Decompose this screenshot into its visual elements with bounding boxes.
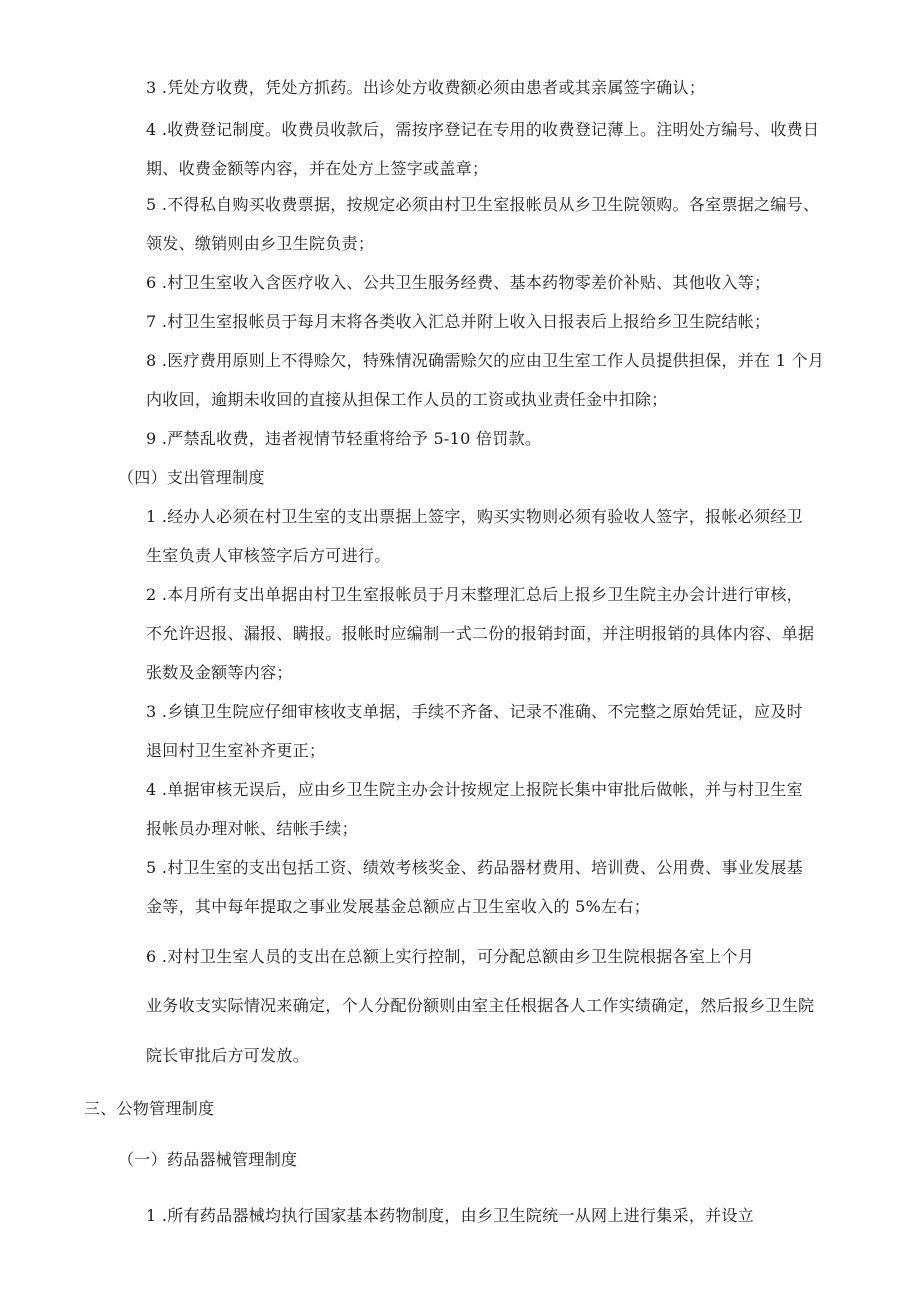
expenditure-item-5-line-1: 5 .村卫生室的支出包括工资、绩效考核奖金、药品器材费用、培训费、公用费、事业发展基 [146,858,803,877]
revenue-item-4-line-2: 期、收费金额等内容，并在处方上签字或盖章； [146,159,489,178]
revenue-item-9: 9 .严禁乱收费，违者视情节轻重将给予 5-10 倍罚款。 [146,429,542,448]
expenditure-item-6-line-1: 6 .对村卫生室人员的支出在总额上实行控制，可分配总额由乡卫生院根据各室上个月 [146,947,755,966]
expenditure-item-1-line-1: 1 .经办人必须在村卫生室的支出票据上签字，购买实物则必须有验收人签字，报帐必须经卫 [146,507,803,526]
revenue-item-5-line-2: 领发、缴销则由乡卫生院负责； [146,234,375,253]
revenue-item-8-line-2: 内收回，逾期未收回的直接从担保工作人员的工资或执业责任金中扣除； [146,390,668,409]
revenue-item-7: 7 .村卫生室报帐员于每月末将各类收入汇总并附上收入日报表后上报给乡卫生院结帐； [146,312,771,331]
expenditure-item-5-line-2: 金等，其中每年提取之事业发展基金总额应占卫生室收入的 5%左右； [146,897,651,916]
expenditure-item-2-line-2: 不允许迟报、漏报、瞒报。报帐时应编制一式二份的报销封面，并注明报销的具体内容、单据 [146,624,815,643]
revenue-item-5-line-1: 5 .不得私自购买收费票据，按规定必须由村卫生室报帐员从乡卫生院领购。各室票据之编号、 [146,195,820,214]
expenditure-item-2-line-1: 2 .本月所有支出单据由村卫生室报帐员于月末整理汇总后上报乡卫生院主办会计进行审核， [146,585,803,604]
expenditure-item-3-line-1: 3 .乡镇卫生院应仔细审核收支单据，手续不齐备、记录不准确、不完整之原始凭证，应及时 [146,702,803,721]
revenue-item-8-line-1: 8 .医疗费用原则上不得赊欠，特殊情况确需赊欠的应由卫生室工作人员提供担保，并在 1 个月 [146,351,825,370]
drug-equipment-item-1-line-1: 1 .所有药品器械均执行国家基本药物制度，由乡卫生院统一从网上进行集采，并设立 [146,1206,755,1225]
property-heading: 三、公物管理制度 [84,1099,215,1118]
drug-equipment-subheading: （一）药品器械管理制度 [118,1150,298,1169]
expenditure-item-1-line-2: 生室负责人审核签字后方可进行。 [146,546,391,565]
revenue-item-6: 6 .村卫生室收入含医疗收入、公共卫生服务经费、基本药物零差价补贴、其他收入等； [146,273,771,292]
expenditure-item-6-line-3: 院长审批后方可发放。 [146,1046,310,1065]
expenditure-item-4-line-1: 4 .单据审核无误后，应由乡卫生院主办会计按规定上报院长集中审批后做帐，并与村卫生室 [146,780,803,799]
expenditure-item-3-line-2: 退回村卫生室补齐更正； [146,741,326,760]
revenue-item-4-line-1: 4 .收费登记制度。收费员收款后，需按序登记在专用的收费登记薄上。注明处方编号、收费日 [146,120,820,139]
expenditure-heading: （四）支出管理制度 [118,468,265,487]
expenditure-item-6-line-2: 业务收支实际情况来确定，个人分配份额则由室主任根据各人工作实绩确定，然后报乡卫生院 [146,996,815,1015]
revenue-item-3: 3 .凭处方收费，凭处方抓药。出诊处方收费额必须由患者或其亲属签字确认； [146,78,706,97]
expenditure-item-4-line-2: 报帐员办理对帐、结帐手续； [146,819,358,838]
expenditure-item-2-line-3: 张数及金额等内容； [146,663,293,682]
